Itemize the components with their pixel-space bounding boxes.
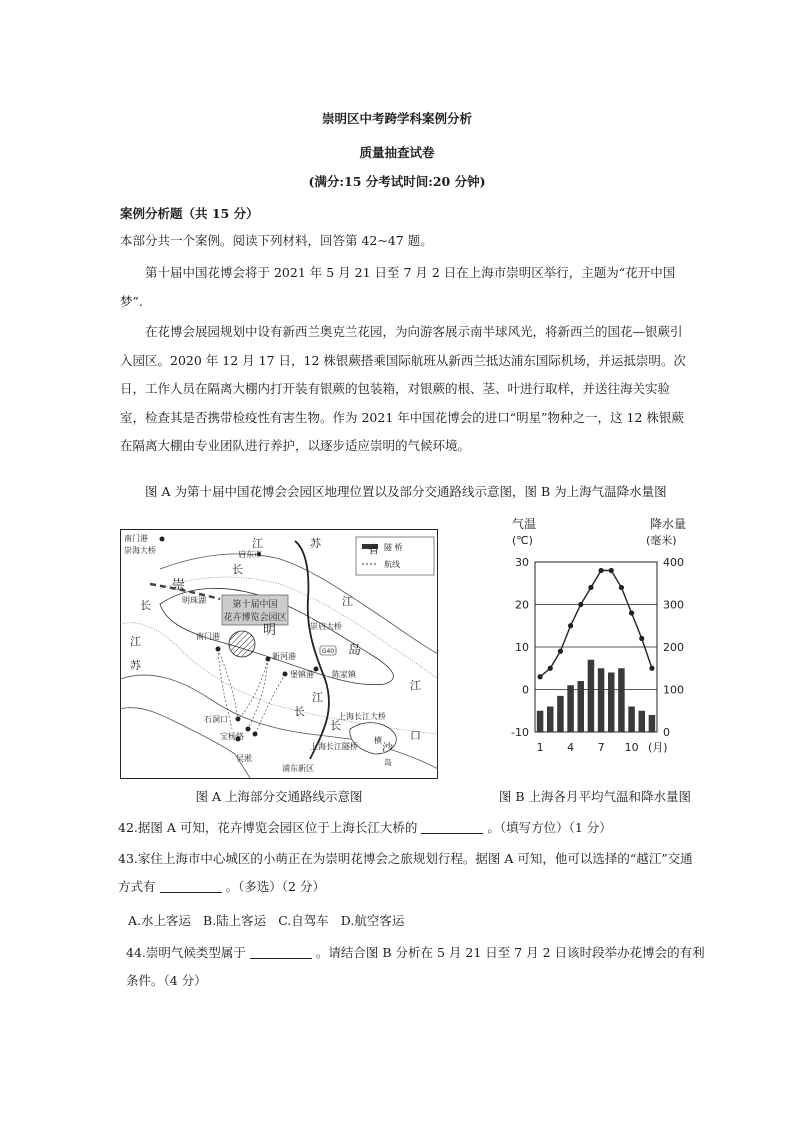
temperature-point (588, 585, 593, 590)
char-jiang3: 江 (410, 679, 421, 692)
legend-tunnel: 隧 桥 (384, 543, 403, 552)
char-dao2: 岛 (384, 758, 392, 767)
place-baoyang-road: 宝杨路 (220, 732, 244, 741)
left-tick-label: 30 (515, 556, 529, 569)
map-caption: 图 A 上海部分交通路线示意图 (195, 789, 363, 804)
question-42 (118, 814, 698, 842)
question-44 (126, 939, 706, 995)
answer-blank-42[interactable] (421, 821, 483, 834)
temperature-point (609, 568, 614, 573)
expo-label-line2: 花卉博览会园区 (223, 613, 287, 623)
exam-info: (满分:15 分考试时间:20 分钟) (308, 174, 486, 189)
section-heading: 案例分析题（共 15 分） (120, 206, 259, 221)
option-b[interactable]: B.陆上客运 (203, 913, 267, 928)
option-a[interactable]: A.水上客运 (128, 913, 192, 928)
place-xinhe-port: 新河港 (272, 652, 296, 661)
char-jiang: 江 (252, 537, 263, 550)
place-pudong: 浦东新区 (282, 764, 314, 773)
right-tick-label: 400 (663, 556, 684, 569)
left-axis-unit: (℃) (512, 534, 533, 547)
right-tick-label: 200 (663, 641, 684, 654)
climate-caption: 图 B 上海各月平均气温和降水量图 (498, 789, 692, 804)
temperature-point (629, 610, 634, 615)
expo-site-marker (229, 631, 255, 657)
precip-bar (598, 668, 605, 732)
place-nanmen-port: 南门港 (124, 534, 148, 543)
precip-bar (628, 707, 635, 733)
month-tick-label: 4 (567, 741, 575, 754)
char-sheng: 省 (368, 543, 379, 556)
expo-label-line1: 第十届中国 (232, 600, 278, 610)
precip-bar (547, 707, 554, 733)
char-chang3: 长 (294, 705, 305, 718)
place-shidongkou: 石洞口 (204, 715, 228, 724)
place-nantong-bridge: 崇海大桥 (124, 546, 156, 555)
question-43-text: 43.家住上海市中心城区的小萌正在为崇明花博会之旅规划行程。据图 A 可知，他可以选择的“越江”交通方式有 (118, 851, 693, 894)
right-tick-label: 0 (663, 726, 670, 739)
temperature-point (558, 649, 563, 654)
answer-blank-43[interactable] (160, 880, 222, 893)
left-tick-label: -10 (511, 726, 529, 739)
temperature-line (540, 571, 652, 677)
left-axis-title: 气温 (512, 517, 537, 531)
place-nanmen-harbor: 南门港 (196, 632, 220, 641)
paragraph-1: 第十届中国花博会将于 2021 年 5 月 21 日至 7 月 2 日在上海市崇明区举行，主题为“花开中国梦”. (120, 265, 676, 309)
precip-bar (567, 685, 574, 732)
paragraph-3: 图 A 为第十届中国花博会会园区地理位置以及部分交通路线示意图，图 B 为上海气温降水量图 (145, 484, 667, 499)
place-baozhen-port: 堡镇港 (290, 670, 314, 679)
question-44-suffix: 。请结合图 B 分析在 5 月 21 日至 7 月 2 日该时段举办花博会的有利条件。（4 分） (126, 945, 705, 988)
highway-shield: G40 (321, 648, 335, 655)
question-42-suffix: 。（填写方位）（1 分） (487, 820, 612, 835)
section-intro: 本部分共一个案例。阅读下列材料，回答第 42~47 题。 (120, 233, 433, 248)
right-tick-label: 300 (663, 598, 684, 612)
temperature-point (568, 623, 573, 628)
right-axis-unit: (毫米) (646, 534, 677, 547)
left-tick-label: 20 (515, 598, 529, 612)
exam-title: 崇明区中考跨学科案例分析 (321, 111, 472, 126)
temperature-point (537, 674, 542, 679)
question-44-text: 44.崇明气候类型属于 (126, 945, 246, 960)
place-chenjia-town: 陈家镇 (332, 670, 356, 679)
answer-blank-44[interactable] (250, 946, 312, 959)
char-chang2: 长 (140, 599, 151, 612)
right-tick-label: 100 (663, 683, 684, 697)
char-dao: 岛 (348, 643, 362, 658)
exam-subtitle: 质量抽查试卷 (359, 145, 435, 160)
char-ming: 明 (263, 623, 277, 638)
temperature-point (649, 666, 654, 671)
option-d[interactable]: D.航空客运 (340, 913, 405, 928)
option-c[interactable]: C.自驾车 (278, 913, 329, 928)
place-chongqi-bridge: 崇启大桥 (310, 622, 342, 631)
left-tick-label: 10 (515, 641, 529, 654)
month-tick-label: 7 (597, 741, 605, 754)
precip-bar (577, 681, 584, 732)
char-heng: 横 (374, 736, 382, 745)
question-42-text: 42.据图 A 可知，花卉博览会园区位于上海长江大桥的 (118, 820, 418, 835)
climate-chart-b (490, 512, 706, 758)
char-su2: 苏 (130, 659, 141, 672)
question-43-suffix: 。（多选）（2 分） (225, 879, 325, 894)
char-jiang2: 江 (342, 595, 353, 608)
legend-route: 航线 (384, 560, 400, 569)
char-jiang5: 江 (312, 691, 323, 704)
char-chang: 长 (232, 563, 243, 576)
precip-bar (588, 660, 595, 732)
temperature-point (619, 585, 624, 590)
question-43 (118, 845, 698, 901)
precip-bar (618, 668, 625, 732)
left-tick-label: 0 (522, 683, 529, 697)
precip-bar (638, 711, 645, 732)
month-unit: (月) (648, 741, 668, 754)
right-axis-title: 降水量 (650, 517, 687, 531)
place-yangtze-tunnel: 上海长江隧桥 (310, 742, 358, 751)
char-su: 苏 (310, 537, 321, 550)
temperature-point (639, 636, 644, 641)
char-chang4: 长 (330, 719, 341, 732)
precip-bar (649, 715, 656, 732)
place-qidong: 启东市 (238, 550, 262, 559)
precip-bar (557, 696, 564, 732)
char-sha: 沙 (382, 741, 393, 754)
place-yangtze-bridge: 上海长江大桥 (338, 712, 386, 721)
place-wusong: 吴淞 (236, 754, 252, 763)
precip-bar (537, 711, 544, 732)
map-figure-a (120, 529, 438, 779)
temperature-point (598, 568, 603, 573)
paragraph-2: 在花博会展园规划中设有新西兰奥克兰花园，为向游客展示南半球风光，将新西兰的国花—银蕨引入园区。2020 年 12 月 17 日，12 株银蕨搭乘国际航班从新西兰抵达浦东国际机场，并运抵崇明。次日，工作人员在隔离大棚内打开装有银蕨的包装箱，对银蕨的根、茎、叶进行取样，并送往海关实验室，检查其是否携带检疫性有害生物。作为 2021 年中国花博会的进口“明星”物种之一，这 12 株银蕨在隔离大棚由专业团队进行养护，以逐步适应崇明的气候环境。 (120, 324, 686, 453)
options-43 (128, 907, 708, 935)
temperature-point (578, 602, 583, 607)
char-kou: 口 (410, 729, 421, 742)
place-mingzhu-lake: 明珠湖 (182, 596, 206, 605)
precip-bar (608, 673, 615, 733)
month-tick-label: 10 (624, 741, 639, 754)
month-tick-label: 1 (536, 741, 544, 754)
char-chong: 崇 (172, 578, 186, 593)
char-jiang4: 江 (130, 635, 141, 648)
temperature-point (548, 666, 553, 671)
